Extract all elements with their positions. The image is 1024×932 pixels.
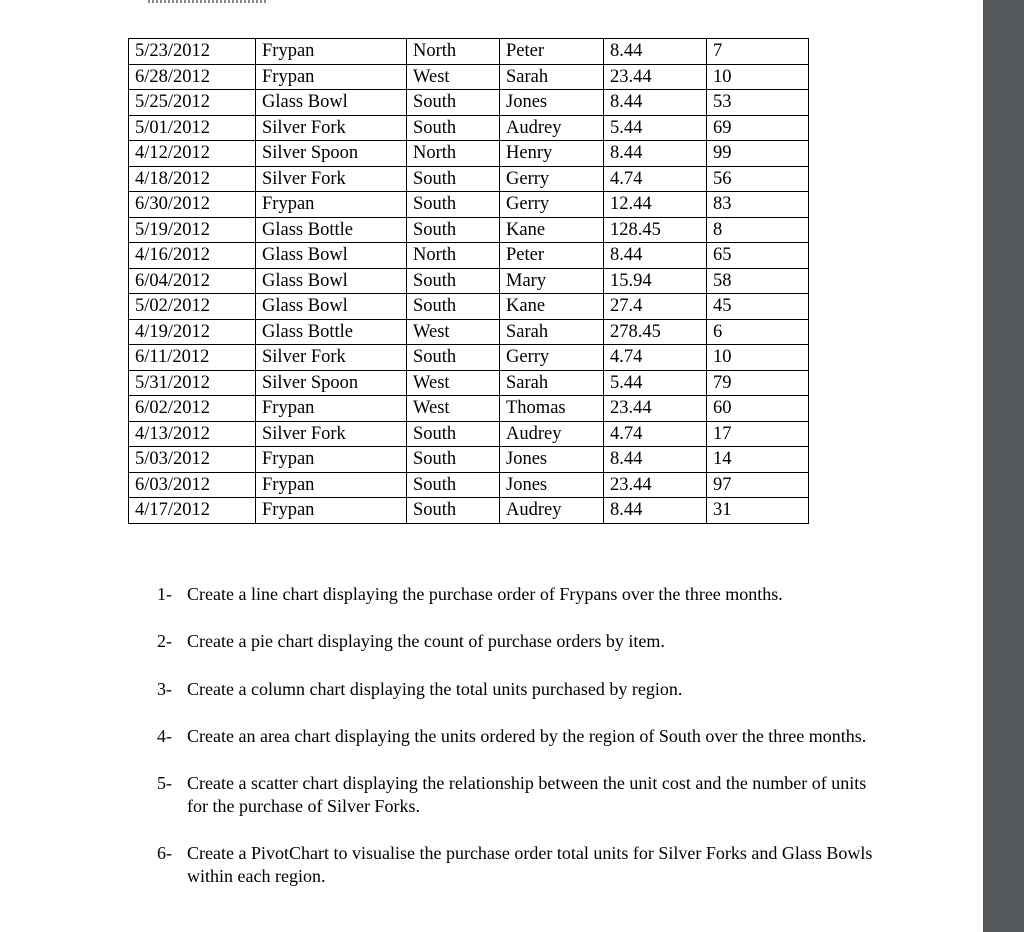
units-cell: 10	[707, 64, 809, 90]
instruction-text: Create a line chart displaying the purchase order of Frypans over the three months.	[187, 584, 783, 604]
region-cell: West	[407, 396, 500, 422]
date-cell: 6/04/2012	[129, 268, 256, 294]
region-cell: South	[407, 192, 500, 218]
units-cell: 99	[707, 141, 809, 167]
item-cell: Frypan	[256, 498, 407, 524]
units-cell: 53	[707, 90, 809, 116]
item-cell: Silver Spoon	[256, 141, 407, 167]
table-row	[129, 268, 809, 294]
item-cell: Glass Bowl	[256, 90, 407, 116]
date-cell: 5/02/2012	[129, 294, 256, 320]
date-cell: 5/25/2012	[129, 90, 256, 116]
instruction-number: 3-	[157, 679, 172, 699]
instruction-text: Create a PivotChart to visualise the purchase order total units for Silver Forks and Glass Bowls within each region.	[187, 843, 873, 886]
instruction-number: 1-	[157, 584, 172, 604]
instruction-number: 2-	[157, 631, 172, 651]
unit-cost-cell: 5.44	[604, 370, 707, 396]
table-row	[129, 64, 809, 90]
units-cell: 69	[707, 115, 809, 141]
rep-cell: Audrey	[500, 115, 604, 141]
region-cell: South	[407, 421, 500, 447]
units-cell: 60	[707, 396, 809, 422]
unit-cost-cell: 12.44	[604, 192, 707, 218]
cut-off-header-text	[148, 0, 266, 3]
viewer-background	[983, 0, 1024, 932]
rep-cell: Peter	[500, 243, 604, 269]
unit-cost-cell: 4.74	[604, 421, 707, 447]
units-cell: 83	[707, 192, 809, 218]
unit-cost-cell: 4.74	[604, 166, 707, 192]
instruction-text: Create a pie chart displaying the count of purchase orders by item.	[187, 631, 665, 651]
instructions-list	[157, 583, 877, 888]
units-cell: 56	[707, 166, 809, 192]
rep-cell: Peter	[500, 39, 604, 65]
rep-cell: Henry	[500, 141, 604, 167]
unit-cost-cell: 8.44	[604, 447, 707, 473]
instruction-text: Create an area chart displaying the units ordered by the region of South over the three months.	[187, 726, 867, 746]
instruction-item	[157, 678, 877, 701]
item-cell: Silver Spoon	[256, 370, 407, 396]
rep-cell: Mary	[500, 268, 604, 294]
item-cell: Silver Fork	[256, 166, 407, 192]
rep-cell: Gerry	[500, 166, 604, 192]
item-cell: Glass Bottle	[256, 319, 407, 345]
region-cell: South	[407, 294, 500, 320]
item-cell: Glass Bottle	[256, 217, 407, 243]
date-cell: 5/03/2012	[129, 447, 256, 473]
units-cell: 6	[707, 319, 809, 345]
region-cell: South	[407, 472, 500, 498]
unit-cost-cell: 23.44	[604, 396, 707, 422]
date-cell: 4/12/2012	[129, 141, 256, 167]
item-cell: Silver Fork	[256, 421, 407, 447]
table-row	[129, 472, 809, 498]
item-cell: Glass Bowl	[256, 268, 407, 294]
table-row	[129, 141, 809, 167]
rep-cell: Audrey	[500, 421, 604, 447]
item-cell: Frypan	[256, 64, 407, 90]
rep-cell: Gerry	[500, 192, 604, 218]
date-cell: 6/02/2012	[129, 396, 256, 422]
rep-cell: Sarah	[500, 370, 604, 396]
rep-cell: Jones	[500, 90, 604, 116]
instruction-text: Create a scatter chart displaying the relationship between the unit cost and the number of units for the purchase of Silver Forks.	[187, 773, 867, 816]
table-row	[129, 421, 809, 447]
unit-cost-cell: 23.44	[604, 472, 707, 498]
table-row	[129, 447, 809, 473]
item-cell: Frypan	[256, 396, 407, 422]
region-cell: South	[407, 90, 500, 116]
region-cell: South	[407, 498, 500, 524]
table-row	[129, 166, 809, 192]
item-cell: Silver Fork	[256, 345, 407, 371]
date-cell: 6/11/2012	[129, 345, 256, 371]
region-cell: South	[407, 217, 500, 243]
table-row	[129, 370, 809, 396]
item-cell: Silver Fork	[256, 115, 407, 141]
units-cell: 10	[707, 345, 809, 371]
sales-data-table	[128, 38, 809, 524]
rep-cell: Kane	[500, 294, 604, 320]
units-cell: 79	[707, 370, 809, 396]
table-row	[129, 396, 809, 422]
item-cell: Glass Bowl	[256, 294, 407, 320]
region-cell: North	[407, 39, 500, 65]
rep-cell: Jones	[500, 472, 604, 498]
region-cell: South	[407, 166, 500, 192]
date-cell: 4/17/2012	[129, 498, 256, 524]
region-cell: West	[407, 370, 500, 396]
date-cell: 4/13/2012	[129, 421, 256, 447]
unit-cost-cell: 15.94	[604, 268, 707, 294]
unit-cost-cell: 8.44	[604, 141, 707, 167]
instruction-item	[157, 842, 877, 888]
instruction-text: Create a column chart displaying the total units purchased by region.	[187, 679, 683, 699]
units-cell: 58	[707, 268, 809, 294]
instruction-number: 4-	[157, 726, 172, 746]
units-cell: 97	[707, 472, 809, 498]
units-cell: 31	[707, 498, 809, 524]
unit-cost-cell: 278.45	[604, 319, 707, 345]
unit-cost-cell: 128.45	[604, 217, 707, 243]
instruction-item	[157, 772, 877, 818]
date-cell: 6/30/2012	[129, 192, 256, 218]
table-row	[129, 498, 809, 524]
unit-cost-cell: 8.44	[604, 90, 707, 116]
units-cell: 8	[707, 217, 809, 243]
item-cell: Frypan	[256, 472, 407, 498]
rep-cell: Sarah	[500, 319, 604, 345]
rep-cell: Sarah	[500, 64, 604, 90]
unit-cost-cell: 8.44	[604, 498, 707, 524]
date-cell: 6/03/2012	[129, 472, 256, 498]
instruction-item	[157, 725, 877, 748]
units-cell: 7	[707, 39, 809, 65]
table-row	[129, 243, 809, 269]
region-cell: South	[407, 447, 500, 473]
instruction-item	[157, 583, 877, 606]
rep-cell: Gerry	[500, 345, 604, 371]
item-cell: Glass Bowl	[256, 243, 407, 269]
item-cell: Frypan	[256, 192, 407, 218]
region-cell: West	[407, 319, 500, 345]
rep-cell: Audrey	[500, 498, 604, 524]
rep-cell: Jones	[500, 447, 604, 473]
instruction-number: 5-	[157, 773, 172, 793]
date-cell: 4/16/2012	[129, 243, 256, 269]
date-cell: 5/23/2012	[129, 39, 256, 65]
date-cell: 5/19/2012	[129, 217, 256, 243]
date-cell: 5/01/2012	[129, 115, 256, 141]
unit-cost-cell: 23.44	[604, 64, 707, 90]
region-cell: South	[407, 345, 500, 371]
instruction-item	[157, 630, 877, 653]
item-cell: Frypan	[256, 39, 407, 65]
units-cell: 17	[707, 421, 809, 447]
date-cell: 4/19/2012	[129, 319, 256, 345]
region-cell: South	[407, 115, 500, 141]
region-cell: North	[407, 243, 500, 269]
region-cell: West	[407, 64, 500, 90]
rep-cell: Thomas	[500, 396, 604, 422]
instruction-number: 6-	[157, 843, 172, 863]
unit-cost-cell: 8.44	[604, 243, 707, 269]
units-cell: 45	[707, 294, 809, 320]
units-cell: 14	[707, 447, 809, 473]
table-row	[129, 90, 809, 116]
table-row	[129, 192, 809, 218]
table-row	[129, 319, 809, 345]
unit-cost-cell: 8.44	[604, 39, 707, 65]
table-row	[129, 217, 809, 243]
table-row	[129, 345, 809, 371]
item-cell: Frypan	[256, 447, 407, 473]
table-row	[129, 294, 809, 320]
table-row	[129, 39, 809, 65]
unit-cost-cell: 4.74	[604, 345, 707, 371]
units-cell: 65	[707, 243, 809, 269]
region-cell: North	[407, 141, 500, 167]
region-cell: South	[407, 268, 500, 294]
date-cell: 5/31/2012	[129, 370, 256, 396]
date-cell: 4/18/2012	[129, 166, 256, 192]
unit-cost-cell: 27.4	[604, 294, 707, 320]
rep-cell: Kane	[500, 217, 604, 243]
date-cell: 6/28/2012	[129, 64, 256, 90]
unit-cost-cell: 5.44	[604, 115, 707, 141]
table-row	[129, 115, 809, 141]
